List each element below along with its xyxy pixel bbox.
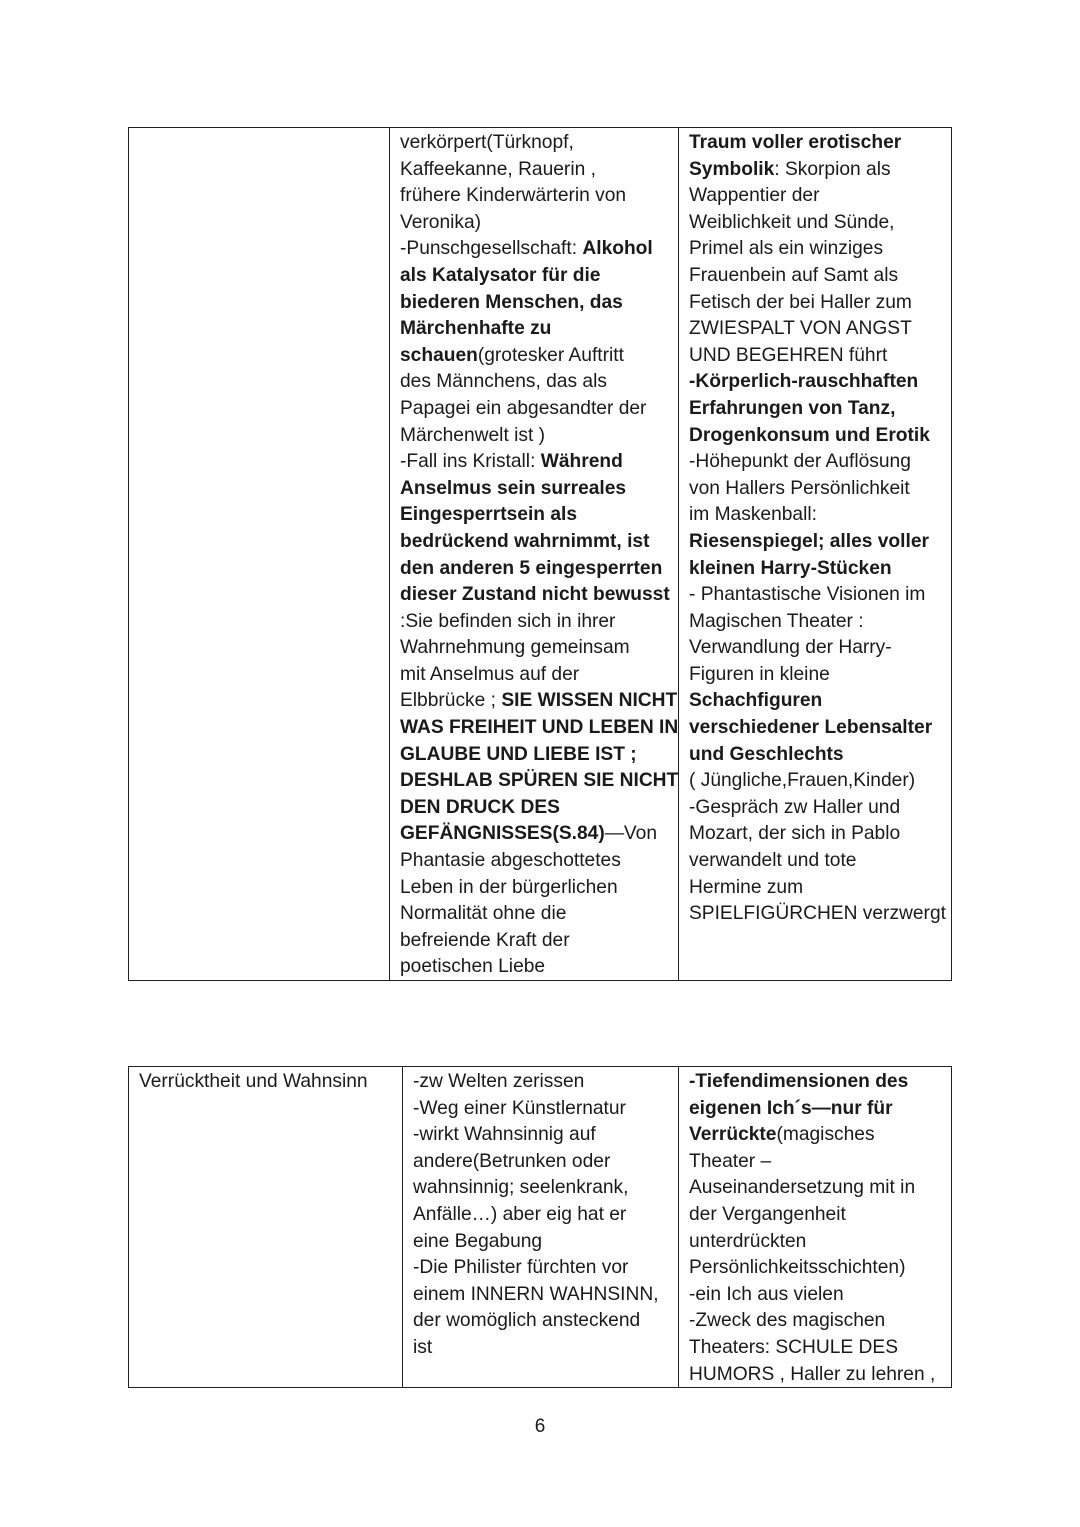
text-run: Wahrnehmung gemeinsam	[400, 637, 630, 659]
text-line	[689, 795, 943, 822]
text-run: Elbbrücke ;	[400, 690, 502, 712]
page-number: 6	[534, 1416, 546, 1437]
text-line	[689, 1122, 943, 1149]
text-line	[689, 1308, 943, 1335]
text-run: unterdrückten	[689, 1230, 807, 1252]
bold-text: -Körperlich-rauschhaften	[689, 371, 919, 393]
text-run: - Phantastische Visionen im	[689, 584, 926, 606]
text-run: HUMORS , Haller zu lehren ,	[689, 1363, 936, 1385]
text-line	[689, 1202, 943, 1229]
text-run: der Vergangenheit	[689, 1203, 846, 1225]
text-line	[400, 343, 670, 370]
bold-text: SIE WISSEN NICHT	[501, 690, 678, 712]
text-run: Theaters: SCHULE DES	[689, 1336, 899, 1358]
text-run: -Zweck des magischen	[689, 1310, 886, 1332]
bold-text: den anderen 5 eingesperrten	[400, 557, 663, 579]
text-line	[413, 1122, 670, 1149]
text-line	[400, 263, 670, 290]
bold-text: biederen Menschen, das	[400, 291, 623, 313]
text-run: Veronika)	[400, 211, 482, 233]
text-run: Magischen Theater :	[689, 610, 864, 632]
text-line	[400, 316, 670, 343]
text-line	[689, 1282, 943, 1309]
text-line	[689, 556, 943, 583]
text-run: (grotesker Auftritt	[477, 344, 624, 366]
text-line	[400, 662, 670, 689]
text-line	[413, 1308, 670, 1335]
text-line	[689, 183, 943, 210]
text-line	[400, 130, 670, 157]
text-line	[689, 290, 943, 317]
text-line	[689, 1175, 943, 1202]
text-line	[413, 1202, 670, 1229]
table-cell-topic	[129, 1067, 403, 1387]
text-line	[689, 821, 943, 848]
text-line	[400, 875, 670, 902]
text-line	[400, 954, 670, 980]
text-line	[413, 1175, 670, 1202]
text-line	[689, 263, 943, 290]
bold-text: Traum voller erotischer	[689, 132, 902, 153]
bold-text: Märchenhafte zu	[400, 318, 552, 340]
text-run: :Sie befinden sich in ihrer	[400, 610, 616, 632]
text-run: ( Jüngliche,Frauen,Kinder)	[689, 770, 916, 792]
text-run: poetischen Liebe	[400, 956, 546, 978]
text-run: Figuren in kleine	[689, 663, 830, 685]
bold-text: Schachfiguren	[689, 690, 823, 712]
text-line	[689, 157, 943, 184]
text-run: -Die Philister fürchten vor	[413, 1257, 629, 1279]
text-line	[689, 768, 943, 795]
text-line	[689, 848, 943, 875]
text-run: verkörpert(Türknopf,	[400, 132, 574, 153]
text-line	[400, 582, 670, 609]
text-run: einem INNERN WAHNSINN,	[413, 1283, 659, 1305]
text-line	[413, 1096, 670, 1123]
text-line	[689, 901, 946, 928]
text-run: frühere Kinderwärterin von	[400, 185, 627, 207]
text-line	[689, 423, 943, 450]
text-line	[413, 1069, 670, 1096]
text-run: Papagei ein abgesandter der	[400, 397, 647, 419]
text-line	[689, 529, 943, 556]
text-run: -Höhepunkt der Auflösung	[689, 451, 911, 473]
bold-text: eigenen Ich´s—nur für	[689, 1097, 893, 1119]
bold-text: Eingesperrtsein als	[400, 504, 578, 526]
text-line	[689, 1229, 943, 1256]
text-line	[400, 369, 670, 396]
text-line	[413, 1282, 670, 1309]
text-line	[689, 742, 943, 769]
text-line	[400, 901, 670, 928]
text-line	[400, 210, 670, 237]
text-line	[400, 396, 670, 423]
text-run: ZWIESPALT VON ANGST	[689, 318, 912, 340]
text-run: -Weg einer Künstlernatur	[413, 1097, 626, 1119]
text-run: des Männchens, das als	[400, 371, 607, 393]
text-line	[139, 1069, 394, 1096]
text-line	[689, 715, 943, 742]
text-run: -Fall ins Kristall:	[400, 451, 541, 473]
bold-text: Riesenspiegel; alles voller	[689, 530, 929, 552]
text-line	[400, 768, 679, 795]
text-line	[400, 476, 670, 503]
text-run: eine Begabung	[413, 1230, 543, 1252]
bold-text: DESHLAB SPÜREN SIE NICHT	[400, 770, 679, 792]
text-run: Anfälle…) aber eig hat er	[413, 1203, 627, 1225]
text-run: der womöglich ansteckend	[413, 1310, 641, 1332]
text-line	[689, 875, 943, 902]
table-cell-golden-pot	[403, 1067, 679, 1387]
text-line	[689, 1069, 943, 1096]
text-run: im Maskenball:	[689, 504, 817, 526]
text-line	[400, 928, 670, 955]
text-run: andere(Betrunken oder	[413, 1150, 611, 1172]
text-run: Persönlichkeitsschichten)	[689, 1257, 906, 1279]
text-run: : Skorpion als	[774, 158, 891, 180]
text-run: Verrücktheit und Wahnsinn	[139, 1071, 368, 1092]
text-line	[400, 236, 670, 263]
text-run: Primel als ein winziges	[689, 238, 884, 260]
bold-text: kleinen Harry-Stücken	[689, 557, 892, 579]
text-run: von Hallers Persönlichkeit	[689, 477, 910, 499]
text-line	[400, 795, 670, 822]
text-run: Mozart, der sich in Pablo	[689, 823, 901, 845]
bold-text: Alkohol	[582, 238, 653, 260]
text-line	[689, 582, 943, 609]
text-run: Phantasie abgeschottetes	[400, 850, 621, 872]
text-line	[400, 556, 670, 583]
text-line	[413, 1255, 670, 1282]
text-run: Normalität ohne die	[400, 903, 567, 925]
bold-text: dieser Zustand nicht bewusst	[400, 584, 670, 606]
text-line	[413, 1229, 670, 1256]
bold-text: als Katalysator für die	[400, 264, 601, 286]
table-cell-steppenwolf	[679, 128, 951, 980]
text-line	[400, 848, 670, 875]
text-run: Wappentier der	[689, 185, 820, 207]
text-line	[689, 210, 943, 237]
text-run: —Von	[604, 823, 657, 845]
text-run: Theater –	[689, 1150, 772, 1172]
bold-text: Anselmus sein surreales	[400, 477, 627, 499]
text-line	[689, 609, 943, 636]
text-run: Hermine zum	[689, 876, 804, 898]
text-line	[400, 715, 679, 742]
text-run: befreiende Kraft der	[400, 929, 570, 951]
text-line	[689, 688, 943, 715]
text-line	[689, 1149, 943, 1176]
bold-text: und Geschlechts	[689, 743, 844, 765]
bold-text: Symbolik	[689, 158, 775, 180]
text-run: -wirkt Wahnsinnig auf	[413, 1124, 596, 1146]
bold-text: GLAUBE UND LIEBE IST ;	[400, 743, 637, 765]
text-run: -Gespräch zw Haller und	[689, 796, 901, 818]
bold-text: schauen	[400, 344, 478, 366]
text-line	[400, 635, 670, 662]
text-run: Leben in der bürgerlichen	[400, 876, 618, 898]
text-run: -ein Ich aus vielen	[689, 1283, 844, 1305]
text-line	[400, 529, 670, 556]
bold-text: Verrückte	[689, 1124, 777, 1146]
text-line	[689, 1096, 943, 1123]
text-line	[400, 157, 670, 184]
text-line	[400, 502, 670, 529]
bold-text: GEFÄNGNISSES(S.84)	[400, 823, 605, 845]
text-line	[689, 635, 943, 662]
bold-text: verschiedener Lebensalter	[689, 717, 933, 739]
text-run: (magisches	[776, 1124, 875, 1146]
text-line	[413, 1335, 670, 1362]
text-run: Weiblichkeit und Sünde,	[689, 211, 895, 233]
text-run: UND BEGEHREN führt	[689, 344, 888, 366]
text-line	[689, 1255, 943, 1282]
content-table-top	[128, 127, 952, 981]
text-line	[689, 369, 943, 396]
text-line	[689, 1335, 943, 1362]
bold-text: bedrückend wahrnimmt, ist	[400, 530, 650, 552]
bold-text: Drogenkonsum und Erotik	[689, 424, 930, 446]
text-line	[689, 1362, 943, 1387]
table-cell-steppenwolf	[679, 1067, 951, 1387]
text-run: Frauenbein auf Samt als	[689, 264, 899, 286]
text-run: -zw Welten zerissen	[413, 1071, 585, 1092]
text-run: Kaffeekanne, Rauerin ,	[400, 158, 596, 180]
text-run: Fetisch der bei Haller zum	[689, 291, 912, 313]
text-line	[400, 742, 670, 769]
text-run: Märchenwelt ist )	[400, 424, 546, 446]
text-line	[400, 821, 670, 848]
text-line	[400, 609, 670, 636]
text-run: -Punschgesellschaft:	[400, 238, 583, 260]
text-line	[400, 290, 670, 317]
text-run: Verwandlung der Harry-	[689, 637, 892, 659]
text-run: mit Anselmus auf der	[400, 663, 580, 685]
text-line	[689, 396, 943, 423]
table-cell-topic	[129, 128, 390, 980]
text-line	[400, 423, 670, 450]
bold-text: WAS FREIHEIT UND LEBEN IN	[400, 717, 679, 739]
text-line	[689, 662, 943, 689]
text-line	[400, 449, 670, 476]
text-run: ist	[413, 1336, 433, 1358]
table-cell-golden-pot	[390, 128, 679, 980]
text-line	[400, 183, 670, 210]
bold-text: Erfahrungen von Tanz,	[689, 397, 896, 419]
text-line	[413, 1149, 670, 1176]
text-line	[689, 449, 943, 476]
text-run: Auseinandersetzung mit in	[689, 1177, 916, 1199]
text-line	[689, 130, 943, 157]
text-run: SPIELFIGÜRCHEN verzwergt	[689, 903, 946, 925]
text-line	[689, 236, 943, 263]
bold-text: DEN DRUCK DES	[400, 796, 560, 818]
text-line	[689, 502, 943, 529]
text-run: wahnsinnig; seelenkrank,	[413, 1177, 629, 1199]
bold-text: Während	[540, 451, 623, 473]
text-run: verwandelt und tote	[689, 850, 857, 872]
text-line	[400, 688, 678, 715]
text-line	[689, 476, 943, 503]
text-line	[689, 343, 943, 370]
content-table-bottom	[128, 1066, 952, 1388]
text-line	[689, 316, 943, 343]
bold-text: -Tiefendimensionen des	[689, 1071, 909, 1092]
